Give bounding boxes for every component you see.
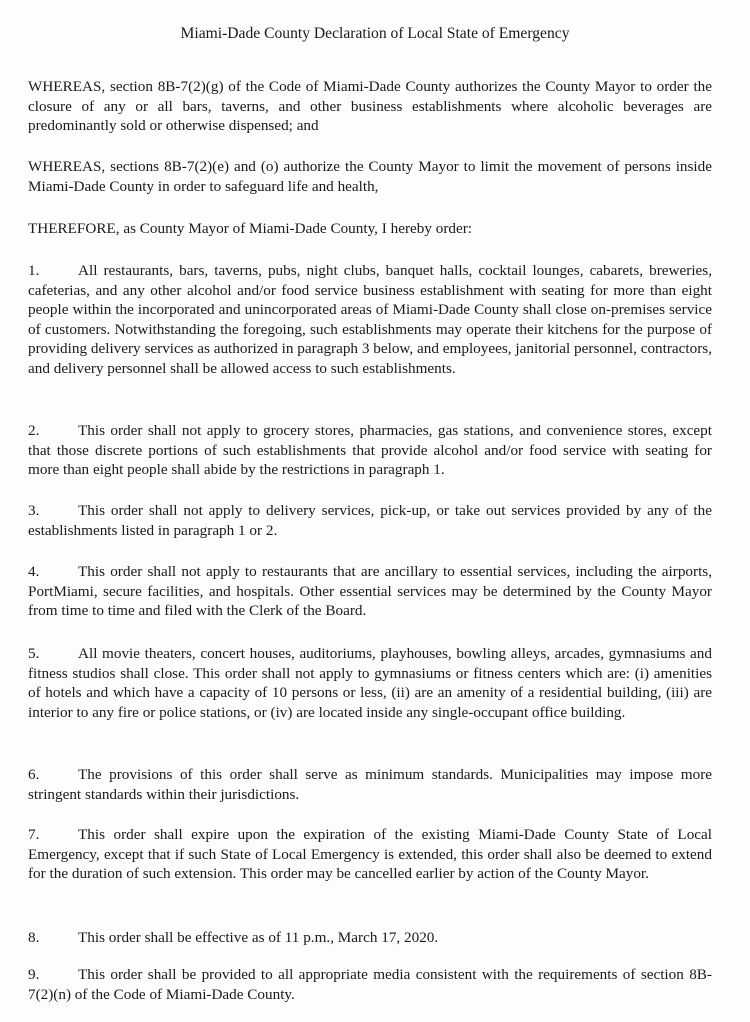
order-item-8 xyxy=(28,928,712,948)
order-item-number: 4. xyxy=(28,563,40,580)
order-item-text: All restaurants, bars, taverns, pubs, night clubs, banquet halls, cocktail lounges, cabarets, breweries, cafeterias, and any other alcohol and/or food service business establishment with seating for more than eight people within the incorporated and unincorporated areas of Miami-Dade County shall close on-premises service of customers. Notwithstanding the foregoing, such establishments may operate their kitchens for the purpose of providing delivery services as authorized in paragraph 3 below, and employees, janitorial personnel, contractors, and delivery personnel shall be allowed access to such establishments. xyxy=(28,262,712,377)
order-item-number: 3. xyxy=(28,502,40,519)
order-item-5 xyxy=(28,644,712,722)
therefore-clause: THEREFORE, as County Mayor of Miami-Dade County, I hereby order: xyxy=(28,220,473,237)
order-item-text: This order shall expire upon the expiration of the existing Miami-Dade County State of Local Emergency, except that if such State of Local Emergency is extended, this order shall also be deemed to extend for the duration of such extension. This order may be cancelled earlier by action of the County Mayor. xyxy=(28,826,712,883)
order-item-number: 7. xyxy=(28,826,40,843)
order-item-text: This order shall not apply to restaurants that are ancillary to essential services, including the airports, PortMiami, secure facilities, and hospitals. Other essential services may be determined by the County Mayor from time to time and filed with the Clerk of the Board. xyxy=(28,563,712,620)
order-item-number: 6. xyxy=(28,766,40,783)
order-item-9 xyxy=(28,965,712,1004)
order-item-4 xyxy=(28,562,712,621)
order-item-number: 8. xyxy=(28,929,40,946)
order-item-number: 5. xyxy=(28,645,40,662)
order-item-text: This order shall not apply to delivery services, pick-up, or take out services provided by any of the establishments listed in paragraph 1 or 2. xyxy=(28,502,712,539)
order-item-text: This order shall not apply to grocery stores, pharmacies, gas stations, and convenience stores, except that those discrete portions of such establishments that provide alcohol and/or food service with seating for more than eight people shall abide by the restrictions in paragraph 1. xyxy=(28,422,712,479)
order-item-2 xyxy=(28,421,712,480)
order-item-text: All movie theaters, concert houses, auditoriums, playhouses, bowling alleys, arcades, gymnasiums and fitness studios shall close. This order shall not apply to gymnasiums or fitness centers which are: (i) amenities of hotels and which have a capacity of 10 persons or less, (ii) are an amenity of a residential building, (iii) are interior to any fire or police stations, or (iv) are located inside any single-occupant office building. xyxy=(28,645,712,721)
order-item-number: 9. xyxy=(28,966,40,983)
whereas-clause-2: WHEREAS, sections 8B-7(2)(e) and (o) authorize the County Mayor to limit the movement of persons inside Miami-Dade County in order to safeguard life and health, xyxy=(28,158,712,195)
whereas-clause-1: WHEREAS, section 8B-7(2)(g) of the Code of Miami-Dade County authorizes the County Mayor to order the closure of any or all bars, taverns, and other business establishments where alcoholic beverages are predominantly sold or otherwise dispensed; and xyxy=(28,78,712,135)
order-item-text: This order shall be provided to all appropriate media consistent with the requirements of section 8B-7(2)(n) of the Code of Miami-Dade County. xyxy=(28,966,712,1003)
order-item-1 xyxy=(28,261,712,379)
order-item-3 xyxy=(28,501,712,540)
order-item-text: This order shall be effective as of 11 p.m., March 17, 2020. xyxy=(78,929,439,946)
order-item-number: 2. xyxy=(28,422,40,439)
page-title: Miami-Dade County Declaration of Local State of Emergency xyxy=(180,25,570,42)
order-item-6 xyxy=(28,765,712,804)
order-item-text: The provisions of this order shall serve as minimum standards. Municipalities may impose more stringent standards within their jurisdictions. xyxy=(28,766,712,803)
order-item-number: 1. xyxy=(28,262,40,279)
order-item-7 xyxy=(28,825,712,884)
